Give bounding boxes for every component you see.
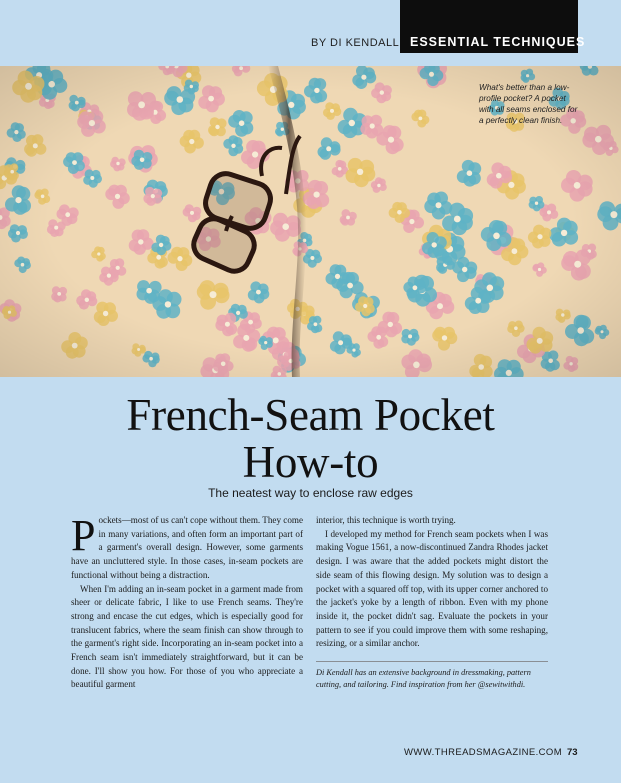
byline: BY DI KENDALL	[311, 37, 400, 49]
author-bio: Di Kendall has an extensive background in dressmaking, pattern cutting, and tailoring. Find inspiration from her @sewitwithdi.	[316, 668, 531, 690]
paragraph-text: ockets—most of us can't cope without them. They come in many variations, and often form an important part of a garment's overall design. However, some garments have an uncluttered style. In those cases, in-seam pockets are functional without being a distraction.	[71, 515, 303, 580]
title-line-1: French-Seam Pocket	[126, 390, 495, 440]
paragraph: I developed my method for French seam pockets when I was making Vogue 1561, a now-discontinued Zandra Rhodes jacket design. I was aware that the added pockets might distort the side seam of this flowing design. My solution was to design a pocket with a squared off top, with its upper corner anchored to the jacket's yoke by a length of ribbon. Even with my phone inside it, the pocket didn't sag. Evaluate the pockets in your pattern to see if you could improve them with some reshaping, resizing, or a similar anchor.	[316, 528, 548, 649]
paragraph	[71, 511, 303, 583]
body-column-right	[316, 514, 548, 691]
section-label: ESSENTIAL TECHNIQUES	[400, 0, 578, 53]
article-subtitle: The neatest way to enclose raw edges	[208, 486, 413, 500]
photo-caption: What's better than a low-profile pocket? A pocket with all seams enclosed for a perfectly clean finish.	[479, 83, 578, 125]
article-title	[0, 392, 621, 486]
paragraph: When I'm adding an in-seam pocket in a garment made from sheer or delicate fabric, I like to use French seams. They're strong and encase the cut edges, which is especially good for translucent fabrics, where the seam finish can show through to the garment's right side. Incorporating an in-seam pocket into a French seam isn't immediately straightforward, but it can be done. I'll show you how. For those of you who appreciate a beautiful garment	[71, 583, 303, 690]
drop-cap: P	[71, 511, 96, 560]
website-url: WWW.THREADSMAGAZINE.COM	[404, 747, 563, 758]
title-line-2: How-to	[242, 437, 379, 487]
paragraph-continued: interior, this technique is worth trying.	[316, 515, 456, 525]
body-column-left	[71, 511, 303, 692]
page-number: 73	[567, 747, 578, 758]
divider	[316, 661, 548, 662]
